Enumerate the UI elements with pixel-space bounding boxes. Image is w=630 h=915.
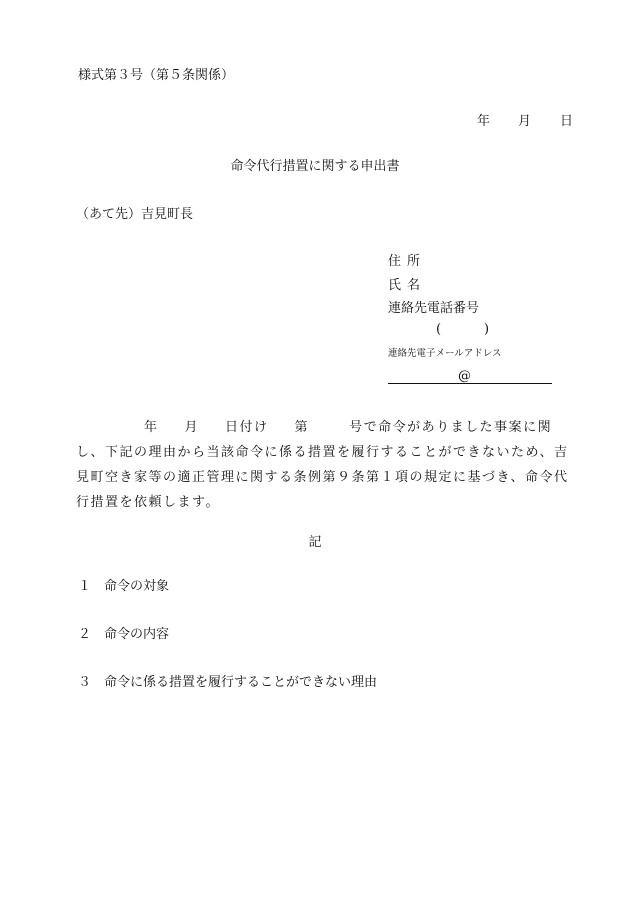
date-day-label: 日 [560,114,574,129]
applicant-name-label: 氏名 [388,278,427,293]
applicant-address-label: 住所 [388,254,427,269]
form-number: 様式第３号（第５条関係） [78,68,235,83]
email-underline [388,383,552,384]
item-label: 命令の対象 [104,579,170,594]
email-at-mark: @ [458,369,471,384]
body-date-suffix: 日付け [225,420,269,435]
body-text: 号で命令がありました事案に関し、下記の理由から当該命令に係る措置を履行することができないため、吉見町空き家等の適正管理に関する条例第９条第１項の規定に基づき、命令代行措置を依頼します。 [76,420,569,510]
addressee: （あて先）吉見町長 [76,207,194,222]
item-number: ３ [78,675,92,690]
item-label: 命令の内容 [104,627,170,642]
phone-paren-close: ) [484,322,490,337]
body-number-prefix: 第 [294,420,310,435]
item-label: 命令に係る措置を履行することができない理由 [104,675,378,690]
date-year-label: 年 [477,114,491,129]
request-body [76,415,576,515]
applicant-phone-label: 連絡先電話番号 [388,301,480,316]
phone-paren-open: ( [436,322,442,337]
body-year: 年 [144,420,159,435]
item-number: ２ [78,627,92,642]
date-month-label: 月 [518,114,532,129]
applicant-email-label: 連絡先電子メールアドレス [388,348,502,359]
document-title: 命令代行措置に関する申出書 [230,159,400,174]
body-month: 月 [184,420,200,435]
item-number: １ [78,579,92,594]
ki-heading: 記 [308,535,322,550]
